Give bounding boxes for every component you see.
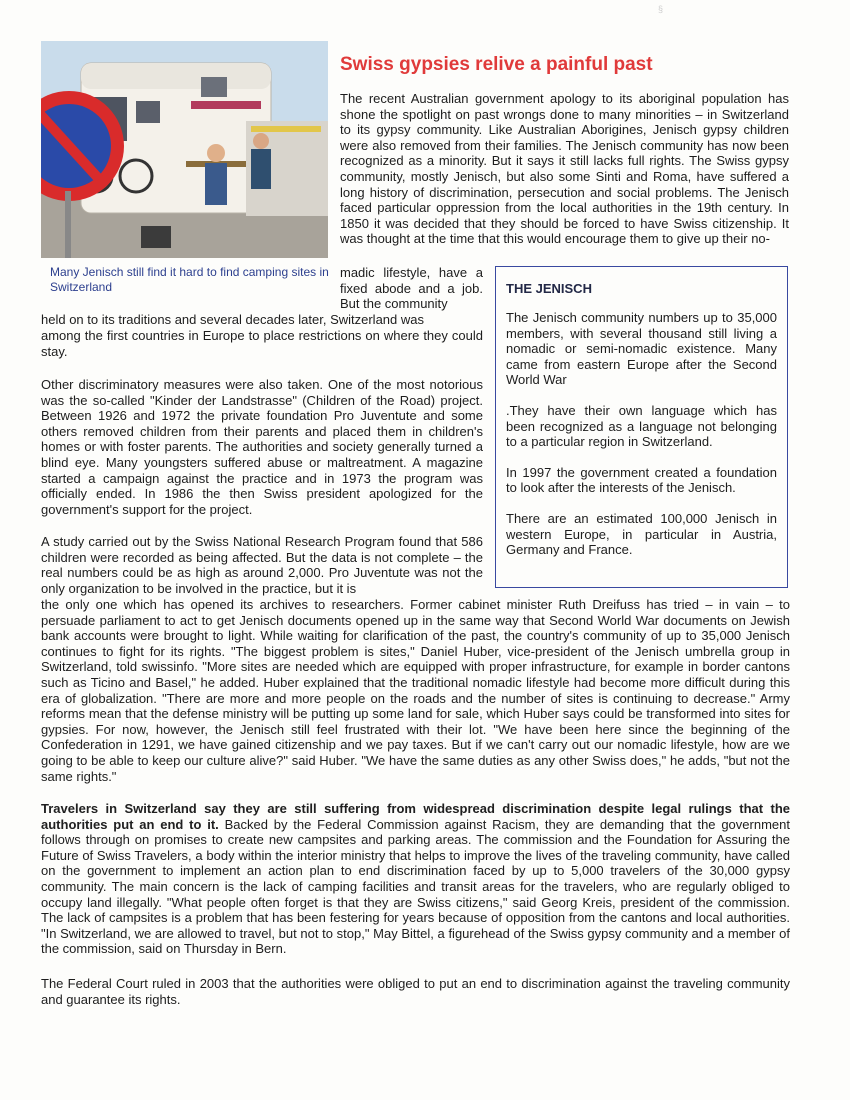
photo-caption: Many Jenisch still find it hard to find camping sites in Switzerland [50,265,329,294]
body-paragraph-1-tail: among the first countries in Europe to place restrictions on where they could stay. [41,328,483,359]
scan-speck: § [658,4,664,14]
sidebar-title: THE JENISCH [506,281,592,296]
paragraph-lead: Travelers in Switzerland say they are still suffering from widespread discrimination despite legal rulings that the authorities put an end to it. [41,801,790,832]
sidebar-paragraph-3: In 1997 the government created a foundation to look after the interests of the Jenisch. [506,464,777,496]
jenisch-sidebar-box [495,266,788,588]
sidebar-paragraph-1: The Jenisch community numbers up to 35,000 members, with several thousand still living a nomadic or semi-nomadic existence. Many came from eastern Europe after the Second World War [506,310,777,388]
body-paragraph-4: the only one which has opened its archives to researchers. Former cabinet minister Ruth Dreifuss has tried – in vain – to persuade parliament to act to get Jenisch documents opened up in the same way that Second World War documents on Jewish bank accounts were brought to light. While waiting for clarification of the past, the country's community of up to 35,000 Jenisch continues to fight for its rights. "The biggest problem is sites," Daniel Huber, vice-president of the Jenisch umbrella group in Switzerland, told swissinfo. "More sites are needed which are equipped with proper infrastructure, for example in border cantons such as Ticino and Basel," he added. Huber explained that the traditional nomadic lifestyle had become more difficult during this era of globalization. "There are more and more people on the roads and the number of sites is continuing to decrease." Army reforms mean that the defense ministry will be putting up some land for sale, which Huber says could be transformed into sites for gypsies. For now, however, the Jenisch still feel frustrated with their lot. "We have been here since the beginning of the Confederation in 1291, we have gained citizenship and we pay taxes. But if we can't carry out our nomadic lifestyle, how are we going to be able to keep our culture alive?" said Huber. "We have the same duties as any other Swiss does," he adds, "but not the same rights." [41,597,790,784]
article-title: Swiss gypsies relive a painful past [340,54,653,75]
sidebar-paragraph-4: There are an estimated 100,000 Jenisch in western Europe, in particular in Austria, Germany and France. [506,510,777,558]
body-paragraph-1-tail-line: held on to its traditions and several decades later, Switzerland was [41,312,424,327]
body-paragraph-2: Other discriminatory measures were also taken. One of the most notorious was the so-called "Kinder der Landstrasse" (Children of the Road) project. Between 1926 and 1972 the private foundation Pro Juventute and some others removed children from their parents and placed them in children's homes or with foster parents. The authorities and society generally turned a blind eye. Many youngsters suffered abuse or maltreatment. A magazine started a campaign against the practice and in 1973 the program was officially ended. In 1986 the then Swiss president apologized for the government's support for the project. [41,377,483,517]
body-paragraph-3: A study carried out by the Swiss National Research Program found that 586 children were recorded as being affected. But the data is not complete – the real numbers could be as high as around 2,000. Pro Juventute was not the only organization to be involved in the practice, but it is [41,534,483,596]
body-paragraph-1: The recent Australian government apology to its aboriginal population has shone the spotlight on past wrongs done to many minorities – in Switzerland to its gypsy community. Like Australian Aborigines, Jenisch gypsy children were also removed from their families. The Jenisch community has now been recognized as a minority. But it says it still lacks full rights. The Swiss gypsy community, mostly Jenisch, but also some Sinti and Roma, have suffered a long history of discrimination, persecution and social problems. The Jenisch faced particular oppression from the local authorities in the 19th century. In 1850 it was decided that they should be forced to have Swiss citizenship. It was thought at the time that this would encourage them to give up their no- [340,91,789,247]
body-paragraph-5 [41,801,790,957]
body-paragraph-6: The Federal Court ruled in 2003 that the authorities were obliged to put an end to discrimination against the traveling community and guarantee its rights. [41,976,790,1007]
body-paragraph-1-narrow: madic lifestyle, have a fixed abode and a job. But the community [340,265,483,312]
paragraph-body: Backed by the Federal Commission against Racism, they are demanding that the government follows through on promises to create new campsites and parking areas. The commission and the Foundation for Assuring the Future of Swiss Travelers, a body within the interior ministry that helps to improve the lives of the traveling community, have called on the government to implement an action plan to end discrimination faced by up to 5,000 travelers of the 30,000 gypsy community. The main concern is the lack of camping facilities and transit areas for the travelers, who are regularly obliged to occupy land illegally. "What people often forget is that they are Swiss citizens," said Georg Kreis, president of the commission. The lack of campsites is a problem that has been festering for years because of opposition from the cantons and local authorities. "In Switzerland, we are allowed to travel, but not to stop," May Bittel, a figurehead of the Swiss gypsy community and a member of the commission, said on Thursday in Bern. [41,816,790,957]
sidebar-paragraph-2: .They have their own language which has been recognized as a language not belonging to a particular region in Switzerland. [506,402,777,450]
campsite-photo [41,41,328,258]
